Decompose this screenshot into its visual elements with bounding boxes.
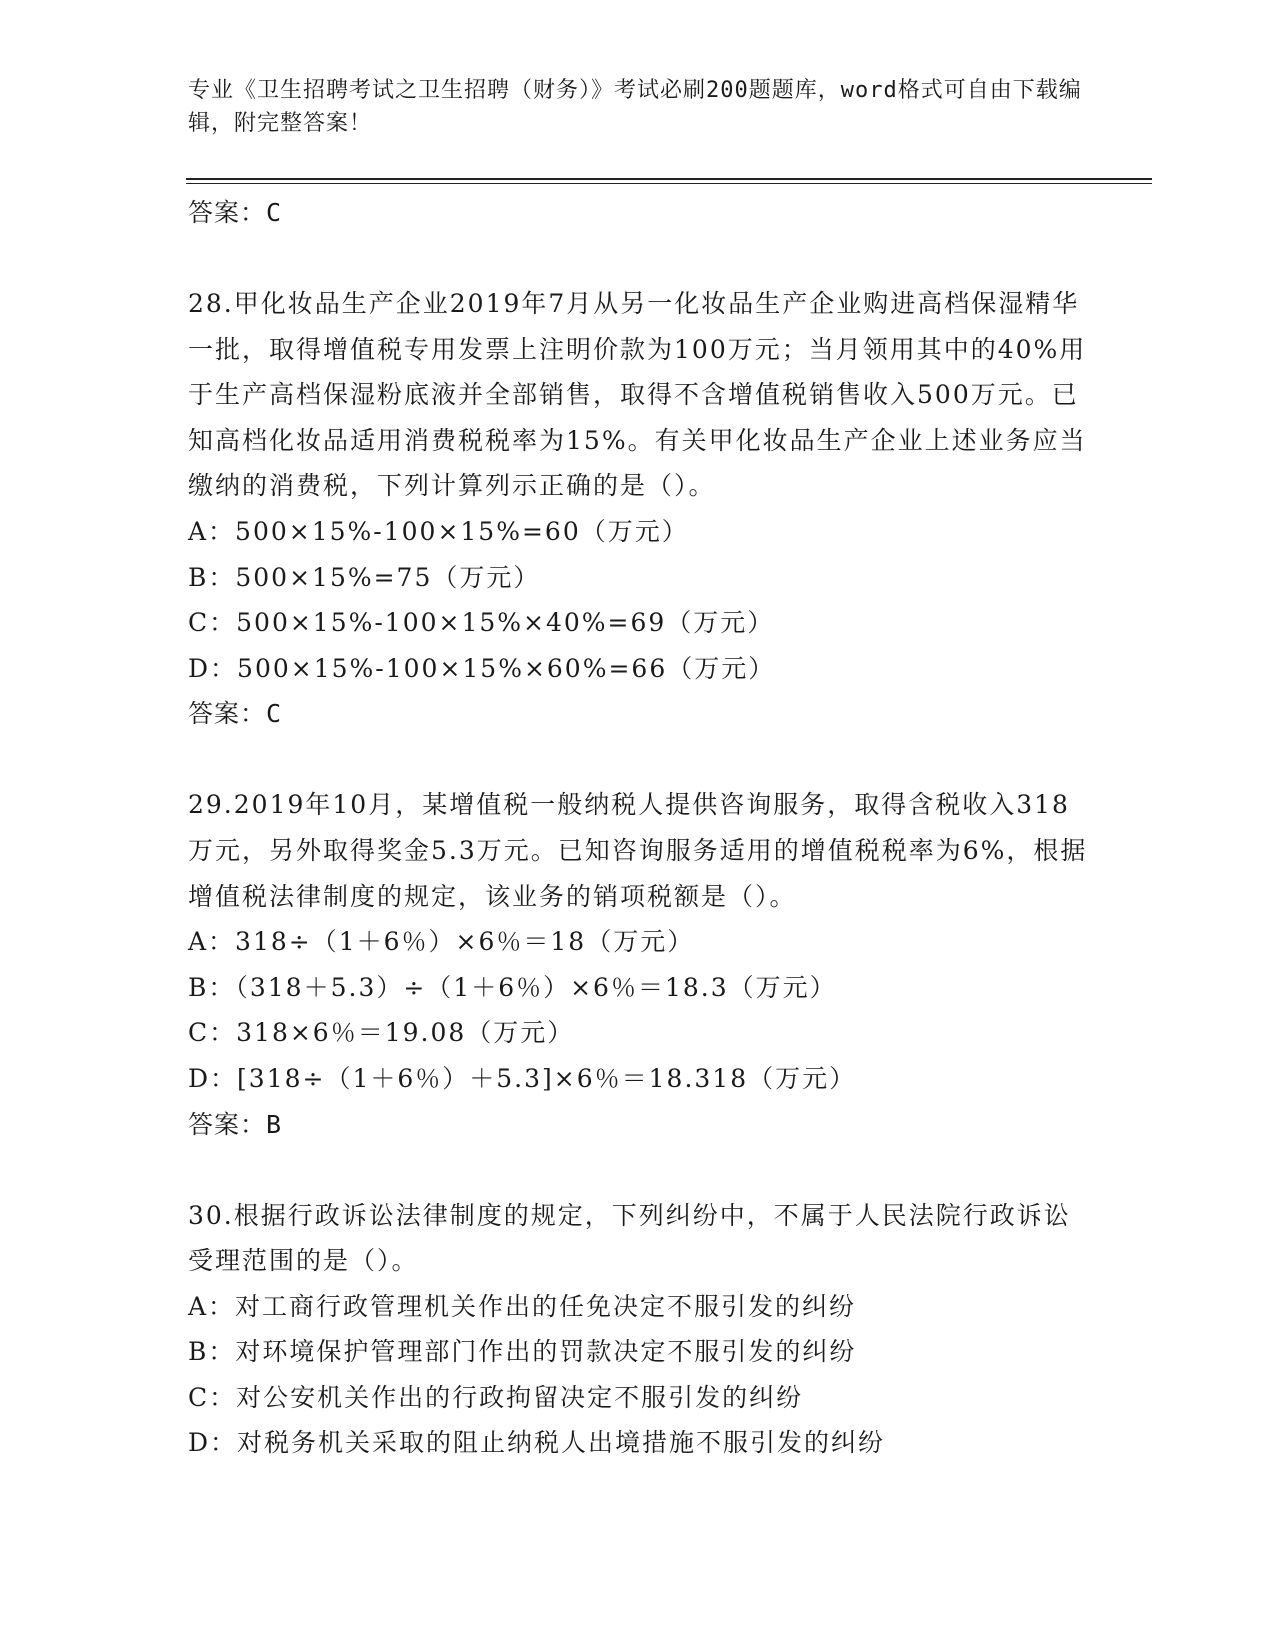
answer-line: 答案：C bbox=[188, 198, 283, 227]
option-c: C：318×6％＝19.08（万元） bbox=[188, 1018, 575, 1048]
answer-line: 答案：B bbox=[188, 1109, 283, 1139]
question-stem: 29.2019年10月，某增值税一般纳税人提供咨询服务，取得含税收入318万元，另外取得奖金5.3万元。已知咨询服务适用的增值税税率为6%，根据增值税法律制度的规定，该业务的销项税额是（）。 bbox=[188, 790, 1088, 911]
option-b: B：500×15%=75（万元） bbox=[188, 562, 541, 592]
option-a: A：对工商行政管理机关作出的任免决定不服引发的纠纷 bbox=[188, 1291, 857, 1321]
question-29 bbox=[188, 782, 1088, 1147]
question-30 bbox=[188, 1193, 1088, 1467]
page-header: 专业《卫生招聘考试之卫生招聘（财务）》考试必刷200题题库，word格式可自由下载编辑，附完整答案！ bbox=[188, 78, 1082, 136]
question-stem: 30.根据行政诉讼法律制度的规定，下列纠纷中，不属于人民法院行政诉讼受理范围的是（）。 bbox=[188, 1200, 1071, 1276]
option-b: B：对环境保护管理部门作出的罚款决定不服引发的纠纷 bbox=[188, 1337, 857, 1367]
question-stem: 28.甲化妆品生产企业2019年7月从另一化妆品生产企业购进高档保湿精华一批，取得增值税专用发票上注明价款为100万元；当月领用其中的40%用于生产高档保湿粉底液并全部销售，取得不含增值税销售收入500万元。已知高档化妆品适用消费税税率为15%。有关甲化妆品生产企业上述业务应当缴纳的消费税，下列计算列示正确的是（）。 bbox=[188, 289, 1087, 501]
answer-line: 答案：C bbox=[188, 699, 283, 729]
document-body bbox=[188, 190, 1088, 1466]
option-c: C：对公安机关作出的行政拘留决定不服引发的纠纷 bbox=[188, 1382, 804, 1412]
question-28 bbox=[188, 281, 1088, 737]
option-d: D：500×15%-100×15%×60%=66（万元） bbox=[188, 653, 776, 683]
option-b: B：（318＋5.3）÷（1＋6％）×6％＝18.3（万元） bbox=[188, 972, 837, 1002]
option-a: A：318÷（1＋6％）×6％＝18（万元） bbox=[188, 927, 695, 957]
option-d: D：[318÷（1＋6％）＋5.3]×6％＝18.318（万元） bbox=[188, 1063, 857, 1093]
option-c: C：500×15%-100×15%×40%=69（万元） bbox=[188, 608, 775, 638]
option-a: A：500×15%-100×15%=60（万元） bbox=[188, 516, 689, 546]
header-rule-thick bbox=[186, 178, 1152, 180]
option-d: D：对税务机关采取的阻止纳税人出境措施不服引发的纠纷 bbox=[188, 1428, 886, 1458]
header-rule-thin bbox=[186, 183, 1152, 184]
